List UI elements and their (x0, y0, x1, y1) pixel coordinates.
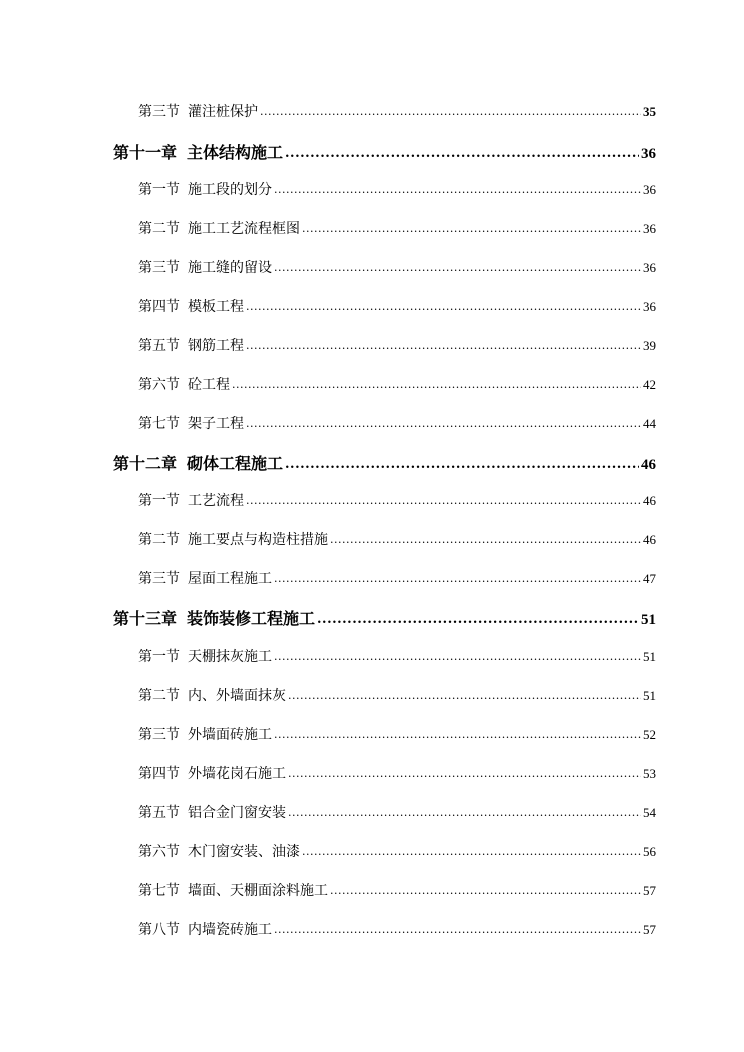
section-title: 施工要点与构造柱措施 (188, 532, 328, 548)
page-number: 36 (643, 182, 656, 197)
page-number: 44 (643, 416, 656, 431)
section-title: 架子工程 (188, 416, 244, 432)
toc-entry[interactable] (138, 724, 656, 744)
page-number: 46 (643, 493, 656, 508)
page-number: 51 (643, 649, 656, 664)
section-number: 第三节 (138, 104, 180, 120)
dot-leader (274, 648, 641, 664)
dot-leader (330, 531, 641, 547)
toc-entry[interactable] (138, 880, 656, 900)
page-number: 52 (643, 727, 656, 742)
dot-leader (246, 415, 641, 431)
section-title: 内墙瓷砖施工 (188, 922, 272, 938)
section-number: 第三节 (138, 260, 180, 276)
dot-leader (302, 220, 641, 236)
page-number: 39 (643, 338, 656, 353)
dot-leader (302, 843, 641, 859)
section-title: 灌注桩保护 (188, 104, 258, 120)
section-number: 第五节 (138, 338, 180, 354)
page-number: 47 (643, 571, 656, 586)
toc-entry[interactable] (138, 919, 656, 939)
page-number: 56 (643, 844, 656, 859)
chapter-title: 砌体工程施工 (187, 454, 284, 473)
toc-entry[interactable] (138, 296, 656, 316)
page-number: 53 (643, 766, 656, 781)
page-number: 46 (643, 532, 656, 547)
dot-leader (317, 608, 639, 627)
section-title: 内、外墙面抹灰 (188, 688, 286, 704)
toc-entry[interactable] (138, 841, 656, 861)
section-number: 第一节 (138, 182, 180, 198)
chapter-number: 第十一章 (113, 143, 178, 162)
page-number: 57 (643, 883, 656, 898)
toc-entry[interactable] (138, 802, 656, 822)
section-title: 施工段的划分 (188, 182, 272, 198)
dot-leader (246, 298, 641, 314)
section-number: 第八节 (138, 922, 180, 938)
page-number: 36 (643, 260, 656, 275)
toc-entry[interactable] (138, 763, 656, 783)
section-number: 第三节 (138, 727, 180, 743)
section-title: 工艺流程 (188, 493, 244, 509)
section-number: 第七节 (138, 883, 180, 899)
section-title: 外墙面砖施工 (188, 727, 272, 743)
toc-entry[interactable] (138, 568, 656, 588)
section-number: 第二节 (138, 221, 180, 237)
dot-leader (288, 687, 641, 703)
section-number: 第一节 (138, 493, 180, 509)
section-title: 木门窗安装、油漆 (188, 844, 300, 860)
toc-entry[interactable] (138, 335, 656, 355)
page-number: 54 (643, 805, 656, 820)
dot-leader (288, 804, 641, 820)
section-number: 第二节 (138, 532, 180, 548)
chapter-title: 主体结构施工 (187, 143, 284, 162)
page-number: 36 (641, 146, 656, 162)
section-number: 第二节 (138, 688, 180, 704)
page-number: 57 (643, 922, 656, 937)
section-number: 第四节 (138, 766, 180, 782)
section-title: 屋面工程施工 (188, 571, 272, 587)
toc-entry[interactable] (138, 218, 656, 238)
toc-chapter[interactable] (113, 140, 656, 163)
page-number: 35 (643, 104, 656, 119)
page-number: 36 (643, 299, 656, 314)
page-number: 51 (641, 612, 656, 628)
toc-entry[interactable] (138, 374, 656, 394)
dot-leader (274, 570, 641, 586)
section-number: 第六节 (138, 377, 180, 393)
dot-leader (274, 259, 641, 275)
section-number: 第五节 (138, 805, 180, 821)
toc-entry[interactable] (138, 413, 656, 433)
chapter-title: 装饰装修工程施工 (187, 609, 316, 628)
page-number: 46 (641, 457, 656, 473)
toc-chapter[interactable] (113, 606, 656, 629)
toc-entry[interactable] (138, 257, 656, 277)
section-number: 第七节 (138, 416, 180, 432)
section-title: 钢筋工程 (188, 338, 244, 354)
dot-leader (285, 453, 639, 472)
dot-leader (274, 726, 641, 742)
toc-chapter[interactable] (113, 451, 656, 474)
section-title: 施工工艺流程框图 (188, 221, 300, 237)
chapter-number: 第十二章 (113, 454, 178, 473)
section-title: 施工缝的留设 (188, 260, 272, 276)
toc-entry[interactable] (138, 179, 656, 199)
toc-entry[interactable] (138, 685, 656, 705)
toc-entry[interactable] (138, 529, 656, 549)
section-number: 第三节 (138, 571, 180, 587)
section-title: 天棚抹灰施工 (188, 649, 272, 665)
section-title: 外墙花岗石施工 (188, 766, 286, 782)
dot-leader (246, 337, 641, 353)
section-title: 墙面、天棚面涂料施工 (188, 883, 328, 899)
section-number: 第一节 (138, 649, 180, 665)
dot-leader (288, 765, 641, 781)
section-title: 铝合金门窗安装 (188, 805, 286, 821)
dot-leader (260, 103, 641, 119)
dot-leader (246, 492, 641, 508)
toc-entry[interactable] (138, 490, 656, 510)
dot-leader (285, 142, 639, 161)
section-number: 第四节 (138, 299, 180, 315)
section-title: 模板工程 (188, 299, 244, 315)
chapter-number: 第十三章 (113, 609, 178, 628)
page-number: 36 (643, 221, 656, 236)
page-number: 51 (643, 688, 656, 703)
dot-leader (330, 882, 641, 898)
section-title: 砼工程 (188, 377, 230, 393)
dot-leader (274, 921, 641, 937)
dot-leader (274, 181, 641, 197)
section-number: 第六节 (138, 844, 180, 860)
dot-leader (232, 376, 641, 392)
toc-entry[interactable] (138, 101, 656, 121)
page-number: 42 (643, 377, 656, 392)
toc-entry[interactable] (138, 646, 656, 666)
